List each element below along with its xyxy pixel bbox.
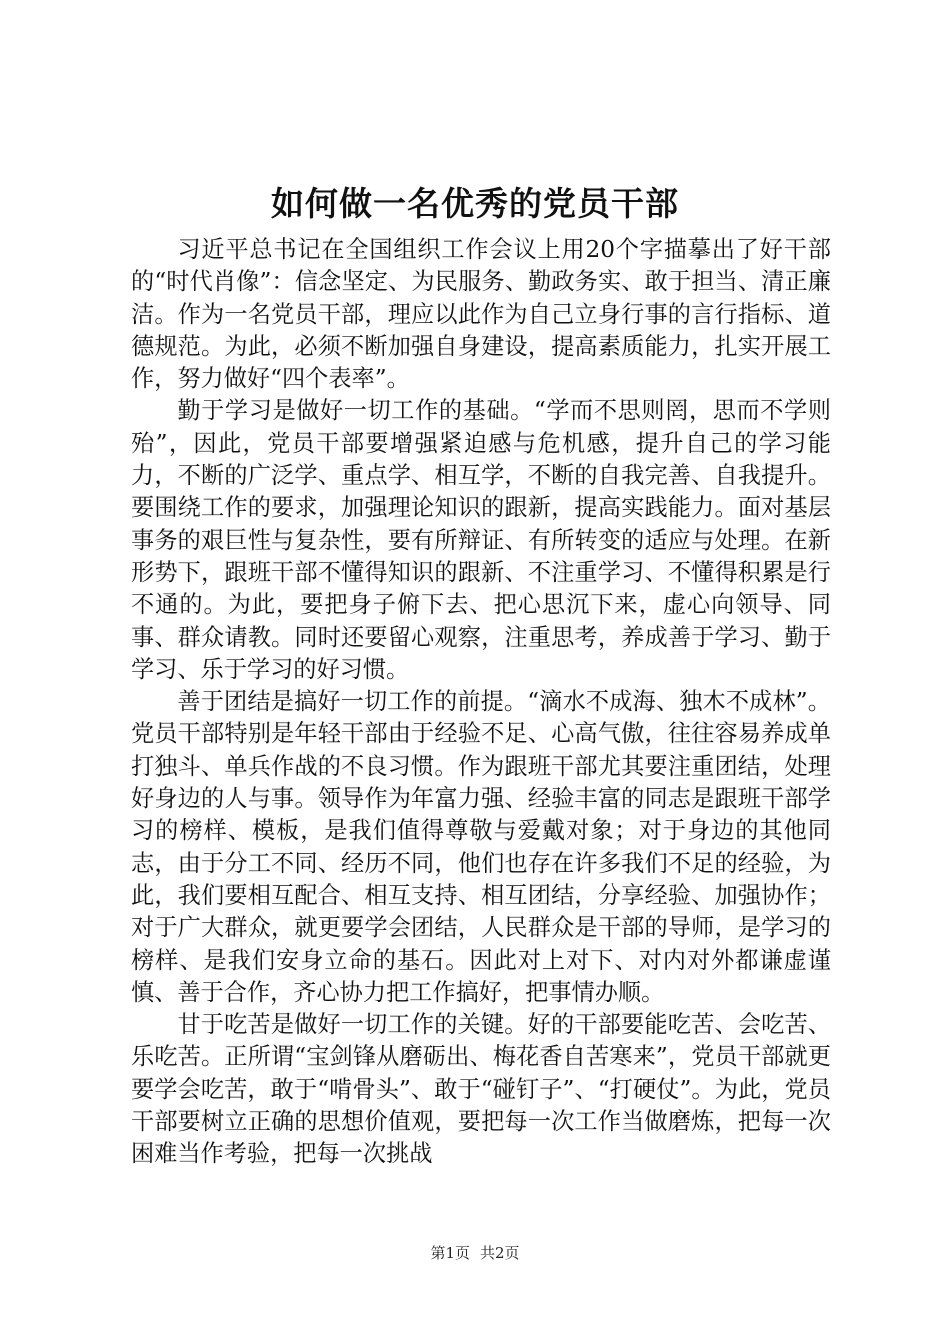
- document-title: 如何做一名优秀的党员干部: [271, 184, 679, 223]
- page-total: 共2页: [480, 1244, 520, 1262]
- page-footer: [0, 1243, 950, 1263]
- paragraph: 善于团结是搞好一切工作的前提。“滴水不成海、独木不成林”。党员干部特别是年轻干部由于经验不足、心高气傲，往往容易养成单打独斗、单兵作战的不良习惯。作为跟班干部尤其要注重团结，处理好身边的人与事。领导作为年富力强、经验丰富的同志是跟班干部学习的榜样、模板，是我们值得尊敬与爱戴对象；对于身边的其他同志，由于分工不同、经历不同，他们也存在许多我们不足的经验，为此，我们要相互配合、相互支持、相互团结，分享经验、加强协作；对于广大群众，就更要学会团结，人民群众是干部的导师，是学习的榜样、是我们安身立命的基石。因此对上对下、对内对外都谦虚谨慎、善于合作，齐心协力把工作搞好，把事情办顺。: [131, 688, 831, 1006]
- paragraph: 甘于吃苦是做好一切工作的关键。好的干部要能吃苦、会吃苦、乐吃苦。正所谓“宝剑锋从磨砺出、梅花香自苦寒来”，党员干部就更要学会吃苦，敢于“啃骨头”、敢于“碰钉子”、“打硬仗”。为此，党员干部要树立正确的思想价值观，要把每一次工作当做磨炼，把每一次困难当作考验，把每一次挑战: [131, 1011, 831, 1168]
- paragraph: 习近平总书记在全国组织工作会议上用20个字描摹出了好干部的“时代肖像”：信念坚定、为民服务、勤政务实、敢于担当、清正廉洁。作为一名党员干部，理应以此作为自己立身行事的言行指标、道德规范。为此，必须不断加强自身建设，提高素质能力，扎实开展工作，努力做好“四个表率”。: [131, 236, 831, 393]
- document-body: [131, 234, 831, 1171]
- page-number: 第1页: [430, 1244, 470, 1262]
- paragraph: 勤于学习是做好一切工作的基础。“学而不思则罔，思而不学则殆”，因此，党员干部要增强紧迫感与危机感，提升自己的学习能力，不断的广泛学、重点学、相互学，不断的自我完善、自我提升。要围绕工作的要求，加强理论知识的跟新，提高实践能力。面对基层事务的艰巨性与复杂性，要有所辩证、有所转变的适应与处理。在新形势下，跟班干部不懂得知识的跟新、不注重学习、不懂得积累是行不通的。为此，要把身子俯下去、把心思沉下来，虚心向领导、同事、群众请教。同时还要留心观察，注重思考，养成善于学习、勤于学习、乐于学习的好习惯。: [131, 397, 831, 683]
